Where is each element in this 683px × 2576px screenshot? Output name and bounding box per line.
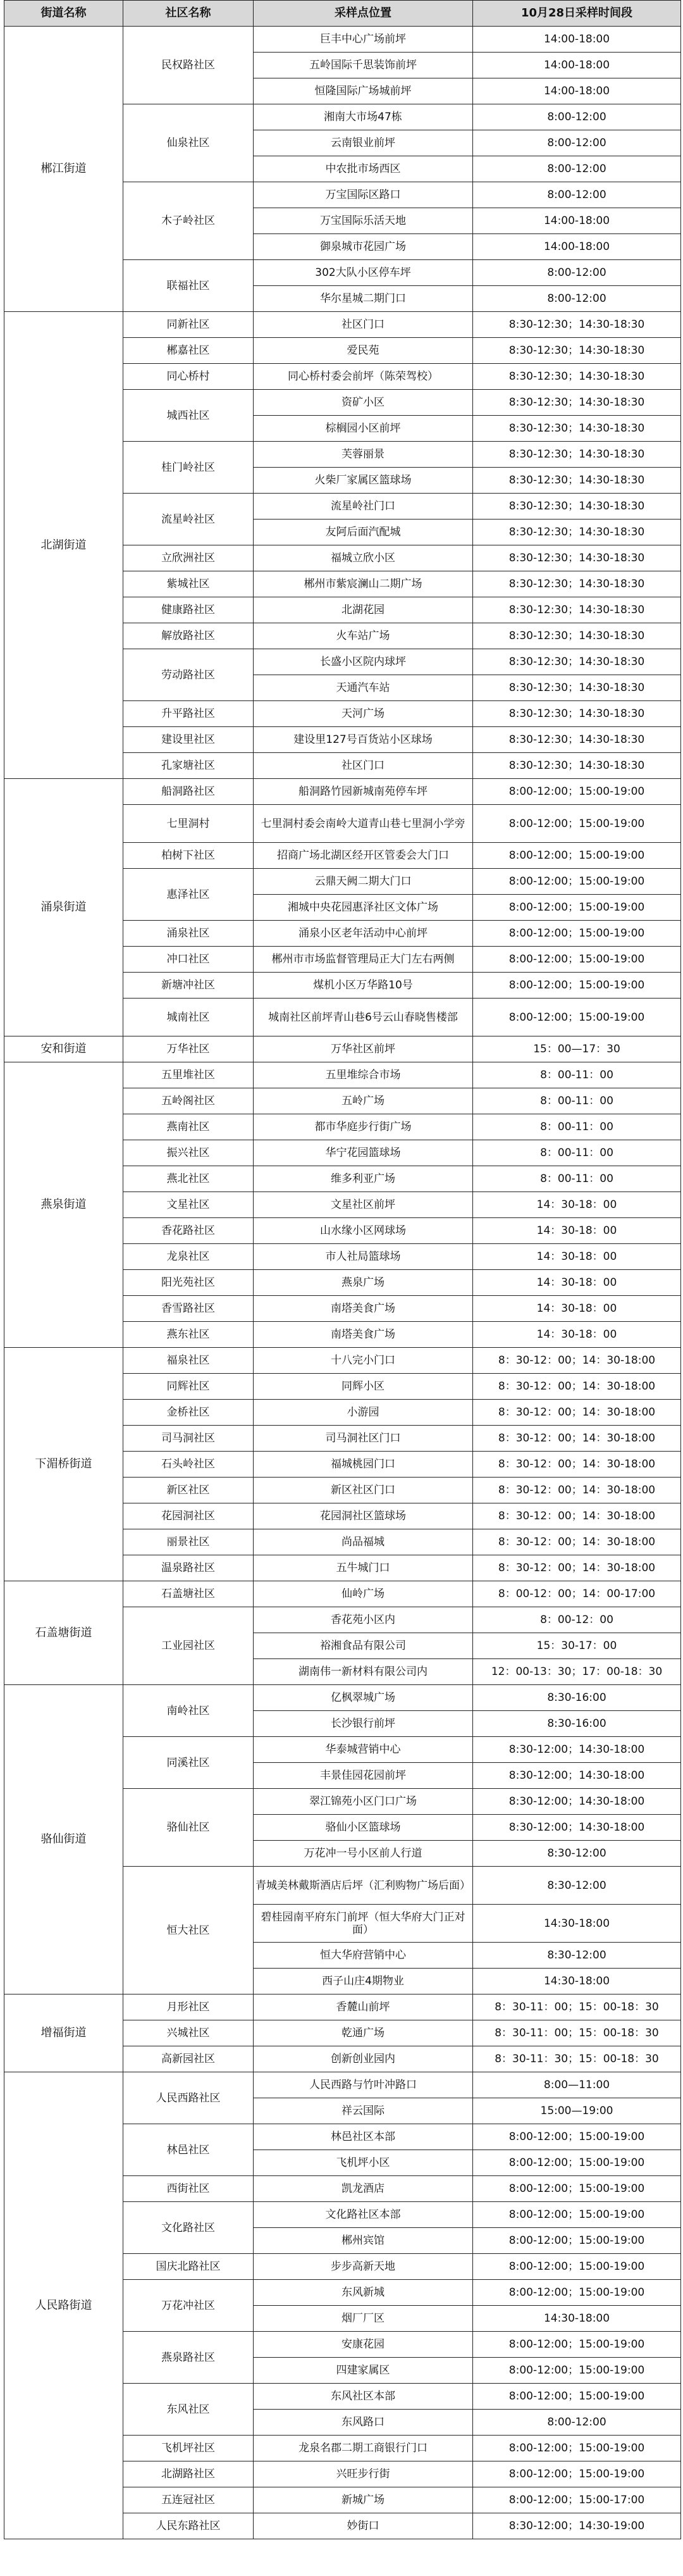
- community-name-cell: 月形社区: [123, 1994, 254, 2020]
- sampling-time-cell: 8:00-12:00；15:00-19:00: [473, 2202, 681, 2228]
- sampling-time-cell: 8:30-16:00: [473, 1711, 681, 1737]
- sampling-location-cell: 湘城中央花园惠泽社区文体广场: [254, 895, 473, 921]
- sampling-time-cell: 8:00-12:00: [473, 2410, 681, 2436]
- header-location: 采样点位置: [254, 1, 473, 27]
- sampling-location-cell: 香花苑小区内: [254, 1607, 473, 1633]
- sampling-time-cell: 8:30-12:00；14:30-18:00: [473, 1737, 681, 1763]
- community-name-cell: 兴城社区: [123, 2020, 254, 2046]
- community-name-cell: 石盖塘社区: [123, 1581, 254, 1607]
- sampling-location-cell: 四建家属区: [254, 2358, 473, 2384]
- community-name-cell: 孔家塘社区: [123, 753, 254, 779]
- sampling-time-cell: 8：00-11：00: [473, 1088, 681, 1114]
- sampling-location-cell: 湘南大市场47栋: [254, 104, 473, 130]
- sampling-time-cell: 8:00-12:00；15:00-19:00: [473, 2358, 681, 2384]
- street-name-cell: 涌泉街道: [4, 779, 123, 1036]
- table-row: [4, 27, 681, 53]
- community-name-cell: 冲口社区: [123, 947, 254, 973]
- community-name-cell: 燕泉路社区: [123, 2332, 254, 2384]
- street-name-cell: 增福街道: [4, 1994, 123, 2072]
- community-name-cell: 燕北社区: [123, 1166, 254, 1192]
- sampling-location-cell: 芙蓉丽景: [254, 442, 473, 468]
- sampling-location-cell: 万华社区前坪: [254, 1036, 473, 1062]
- sampling-time-cell: 8：00-12：00: [473, 1607, 681, 1633]
- sampling-location-cell: 翠江锦苑小区门口广场: [254, 1789, 473, 1815]
- sampling-location-cell: 郴州宾馆: [254, 2228, 473, 2254]
- sampling-location-cell: 人民西路与竹叶冲路口: [254, 2072, 473, 2098]
- table-row: [4, 1062, 681, 1088]
- street-name-cell: 下湄桥街道: [4, 1348, 123, 1581]
- community-name-cell: 五里堆社区: [123, 1062, 254, 1088]
- sampling-location-cell: 东风社区本部: [254, 2384, 473, 2410]
- sampling-time-cell: 8:00-12:00；15:00-19:00: [473, 2228, 681, 2254]
- sampling-location-cell: 福城桃园门口: [254, 1452, 473, 1478]
- sampling-location-cell: 亿枫翠城广场: [254, 1685, 473, 1711]
- sampling-location-cell: 市人社局篮球场: [254, 1244, 473, 1270]
- sampling-location-cell: 林邑社区本部: [254, 2124, 473, 2150]
- sampling-location-cell: 文星社区前坪: [254, 1192, 473, 1218]
- sampling-time-cell: 8:00-12:00；15:00-19:00: [473, 2254, 681, 2280]
- sampling-location-cell: 棕榈园小区前坪: [254, 416, 473, 442]
- sampling-location-cell: 华泰城营销中心: [254, 1737, 473, 1763]
- sampling-time-cell: 8：30-11：00；15：00-18：30: [473, 2020, 681, 2046]
- community-name-cell: 船洞路社区: [123, 779, 254, 805]
- community-name-cell: 木子岭社区: [123, 182, 254, 260]
- sampling-time-cell: 8：00-11：00: [473, 1062, 681, 1088]
- sampling-time-cell: 8:30-12:30；14:30-18:30: [473, 675, 681, 701]
- community-name-cell: 万华社区: [123, 1036, 254, 1062]
- sampling-time-cell: 15:00—19:00: [473, 2098, 681, 2124]
- sampling-time-cell: 14：30-18：00: [473, 1296, 681, 1322]
- sampling-location-cell: 都市华庭步行街广场: [254, 1114, 473, 1140]
- sampling-time-cell: 8:30-12:30；14:30-18:30: [473, 390, 681, 416]
- community-name-cell: 振兴社区: [123, 1140, 254, 1166]
- sampling-location-cell: 南塔美食广场: [254, 1296, 473, 1322]
- community-name-cell: 柏树下社区: [123, 843, 254, 869]
- sampling-location-cell: 丰景佳园花园前坪: [254, 1763, 473, 1789]
- sampling-time-cell: 8:00-12:00；15:00-17:00: [473, 2487, 681, 2513]
- sampling-location-cell: 福城立欣小区: [254, 545, 473, 571]
- sampling-time-cell: 8:30-12:00: [473, 1867, 681, 1905]
- sampling-location-cell: 巨丰中心广场前坪: [254, 27, 473, 53]
- sampling-time-cell: 8:00—11:00: [473, 2072, 681, 2098]
- community-name-cell: 立欣洲社区: [123, 545, 254, 571]
- sampling-time-cell: 8:00-12:00；15:00-19:00: [473, 843, 681, 869]
- community-name-cell: 香雪路社区: [123, 1296, 254, 1322]
- sampling-time-cell: 8:30-12:00: [473, 1943, 681, 1969]
- sampling-time-cell: 8：00-11：00: [473, 1114, 681, 1140]
- sampling-time-cell: 8:30-12:30；14:30-18:30: [473, 520, 681, 545]
- community-name-cell: 工业园社区: [123, 1607, 254, 1685]
- street-name-cell: 安和街道: [4, 1036, 123, 1062]
- sampling-location-cell: 新城广场: [254, 2487, 473, 2513]
- table-row: [4, 1581, 681, 1607]
- sampling-time-cell: 14:00-18:00: [473, 78, 681, 104]
- community-name-cell: 同心桥村: [123, 364, 254, 390]
- community-name-cell: 司马洞社区: [123, 1426, 254, 1452]
- sampling-time-cell: 8:00-12:00；15:00-19:00: [473, 2332, 681, 2358]
- community-name-cell: 七里洞村: [123, 805, 254, 843]
- sampling-time-cell: 14:00-18:00: [473, 208, 681, 234]
- sampling-location-cell: 长盛小区院内球坪: [254, 649, 473, 675]
- sampling-time-cell: 8:30-12:00；14:30-18:00: [473, 1789, 681, 1815]
- community-name-cell: 燕南社区: [123, 1114, 254, 1140]
- sampling-location-cell: 华宁花园篮球场: [254, 1140, 473, 1166]
- community-name-cell: 流星岭社区: [123, 494, 254, 545]
- sampling-time-cell: 8:00-12:00: [473, 156, 681, 182]
- community-name-cell: 劳动路社区: [123, 649, 254, 701]
- community-name-cell: 万花冲社区: [123, 2280, 254, 2332]
- sampling-location-cell: 飞机坪小区: [254, 2150, 473, 2176]
- sampling-time-cell: 8:00-12:00；15:00-19:00: [473, 805, 681, 843]
- sampling-time-cell: 8：30-12：00；14：30-18:00: [473, 1426, 681, 1452]
- sampling-time-cell: 8:00-12:00: [473, 104, 681, 130]
- sampling-location-cell: 步步高新天地: [254, 2254, 473, 2280]
- sampling-location-cell: 建设里127号百货站小区球场: [254, 727, 473, 753]
- street-name-cell: 石盖塘街道: [4, 1581, 123, 1685]
- community-name-cell: 人民东路社区: [123, 2513, 254, 2539]
- sampling-location-cell: 云鼎天阙二期大门口: [254, 869, 473, 895]
- street-name-cell: 人民路街道: [4, 2072, 123, 2539]
- sampling-time-cell: 8:30-12:30；14:30-18:30: [473, 545, 681, 571]
- community-name-cell: 骆仙社区: [123, 1789, 254, 1867]
- sampling-time-cell: 8:00-12:00；15:00-19:00: [473, 2461, 681, 2487]
- sampling-location-cell: 烟厂厂区: [254, 2306, 473, 2332]
- community-name-cell: 丽景社区: [123, 1529, 254, 1555]
- sampling-location-cell: 资矿小区: [254, 390, 473, 416]
- community-name-cell: 联福社区: [123, 260, 254, 312]
- sampling-location-cell: 社区门口: [254, 312, 473, 338]
- sampling-time-cell: 8：30-12：00；14：30-18:00: [473, 1555, 681, 1581]
- sampling-location-cell: 万花冲一号小区前人行道: [254, 1841, 473, 1867]
- sampling-location-cell: 华尔星城二期门口: [254, 286, 473, 312]
- community-name-cell: 北湖路社区: [123, 2461, 254, 2487]
- sampling-location-cell: 招商广场北湖区经开区管委会大门口: [254, 843, 473, 869]
- sampling-time-cell: 8:30-12:00: [473, 1841, 681, 1867]
- street-name-cell: 郴江街道: [4, 27, 123, 312]
- table-row: [4, 312, 681, 338]
- sampling-time-cell: 8:30-12:30；14:30-18:30: [473, 364, 681, 390]
- sampling-time-cell: 8:00-12:00: [473, 182, 681, 208]
- sampling-location-cell: 小游园: [254, 1400, 473, 1426]
- community-name-cell: 民权路社区: [123, 27, 254, 104]
- sampling-time-cell: 8：30-12：00；14：30-18:00: [473, 1348, 681, 1374]
- sampling-time-cell: 8:00-12:00；15:00-19:00: [473, 2384, 681, 2410]
- sampling-location-cell: 火车站广场: [254, 623, 473, 649]
- sampling-location-cell: 东风路口: [254, 2410, 473, 2436]
- sampling-location-cell: 五里堆综合市场: [254, 1062, 473, 1088]
- sampling-location-cell: 安康花园: [254, 2332, 473, 2358]
- community-name-cell: 南岭社区: [123, 1685, 254, 1737]
- sampling-time-cell: 15：30-17：00: [473, 1633, 681, 1659]
- sampling-time-cell: 8:00-12:00；15:00-19:00: [473, 2150, 681, 2176]
- sampling-time-cell: 8:00-12:00；15:00-19:00: [473, 779, 681, 805]
- sampling-table: [4, 0, 681, 2539]
- sampling-location-cell: 流星岭社门口: [254, 494, 473, 520]
- sampling-location-cell: 煤机小区万华路10号: [254, 973, 473, 999]
- sampling-time-cell: 8:00-12:00；15:00-19:00: [473, 895, 681, 921]
- community-name-cell: 香花路社区: [123, 1218, 254, 1244]
- sampling-location-cell: 五牛城门口: [254, 1555, 473, 1581]
- community-name-cell: 林邑社区: [123, 2124, 254, 2176]
- sampling-time-cell: 8:00-12:00；15:00-19:00: [473, 2280, 681, 2306]
- sampling-time-cell: 8：30-12：00；14：30-18:00: [473, 1452, 681, 1478]
- table-row: [4, 1036, 681, 1062]
- sampling-time-cell: 8:00-12:00；15:00-19:00: [473, 2124, 681, 2150]
- sampling-time-cell: 8:00-12:00: [473, 286, 681, 312]
- sampling-time-cell: 8:00-12:00；15:00-19:00: [473, 947, 681, 973]
- community-name-cell: 仙泉社区: [123, 104, 254, 182]
- sampling-time-cell: 8:30-12:30；14:30-18:30: [473, 597, 681, 623]
- sampling-location-cell: 302大队小区停车坪: [254, 260, 473, 286]
- sampling-location-cell: 乾通广场: [254, 2020, 473, 2046]
- sampling-time-cell: 8:30-12:00；14:30-19:00: [473, 2513, 681, 2539]
- sampling-time-cell: 14:30-18:00: [473, 1969, 681, 1994]
- community-name-cell: 同溪社区: [123, 1737, 254, 1789]
- sampling-location-cell: 友阿后面汽配城: [254, 520, 473, 545]
- table-row: [4, 1348, 681, 1374]
- sampling-location-cell: 新区社区门口: [254, 1478, 473, 1503]
- community-name-cell: 新区社区: [123, 1478, 254, 1503]
- community-name-cell: 阳光苑社区: [123, 1270, 254, 1296]
- sampling-location-cell: 万宝国际乐活天地: [254, 208, 473, 234]
- sampling-time-cell: 8:30-12:30；14:30-18:30: [473, 442, 681, 468]
- community-name-cell: 城南社区: [123, 999, 254, 1036]
- header-street: 街道名称: [4, 1, 123, 27]
- sampling-location-cell: 创新创业园内: [254, 2046, 473, 2072]
- sampling-location-cell: 北湖花园: [254, 597, 473, 623]
- community-name-cell: 金桥社区: [123, 1400, 254, 1426]
- header-row: [4, 1, 681, 27]
- sampling-time-cell: 8:30-12:30；14:30-18:30: [473, 727, 681, 753]
- sampling-location-cell: 司马洞社区门口: [254, 1426, 473, 1452]
- sampling-time-cell: 8:00-12:00；15:00-19:00: [473, 869, 681, 895]
- community-name-cell: 燕东社区: [123, 1322, 254, 1348]
- street-name-cell: 北湖街道: [4, 312, 123, 779]
- sampling-time-cell: 12：00-13：30；17：00-18：30: [473, 1659, 681, 1685]
- sampling-time-cell: 8:00-12:00: [473, 260, 681, 286]
- sampling-location-cell: 尚品福城: [254, 1529, 473, 1555]
- sampling-location-cell: 社区门口: [254, 753, 473, 779]
- sampling-time-cell: 8:00-12:00；15:00-19:00: [473, 2436, 681, 2461]
- sampling-location-cell: 兴旺步行街: [254, 2461, 473, 2487]
- sampling-time-cell: 8:00-12:00；15:00-19:00: [473, 973, 681, 999]
- sampling-time-cell: 8:30-16:00: [473, 1685, 681, 1711]
- sampling-time-cell: 8:00-12:00；15:00-19:00: [473, 2176, 681, 2202]
- sampling-location-cell: 祥云国际: [254, 2098, 473, 2124]
- community-name-cell: 同辉社区: [123, 1374, 254, 1400]
- sampling-location-cell: 恒大华府营销中心: [254, 1943, 473, 1969]
- sampling-time-cell: 8:30-12:30；14:30-18:30: [473, 416, 681, 442]
- sampling-location-cell: 郴州市紫宸澜山二期广场: [254, 571, 473, 597]
- street-name-cell: 燕泉街道: [4, 1062, 123, 1348]
- community-name-cell: 紫城社区: [123, 571, 254, 597]
- community-name-cell: 飞机坪社区: [123, 2436, 254, 2461]
- sampling-location-cell: 龙泉名郡二期工商银行门口: [254, 2436, 473, 2461]
- community-name-cell: 健康路社区: [123, 597, 254, 623]
- header-community: 社区名称: [123, 1, 254, 27]
- street-name-cell: 骆仙街道: [4, 1685, 123, 1994]
- sampling-location-cell: 爱民苑: [254, 338, 473, 364]
- sampling-location-cell: 万宝国际区路口: [254, 182, 473, 208]
- sampling-location-cell: 维多利亚广场: [254, 1166, 473, 1192]
- sampling-location-cell: 仙岭广场: [254, 1581, 473, 1607]
- sampling-time-cell: 8:30-12:30；14:30-18:30: [473, 623, 681, 649]
- sampling-location-cell: 妙街口: [254, 2513, 473, 2539]
- community-name-cell: 花园洞社区: [123, 1503, 254, 1529]
- sampling-time-cell: 8：00-11：00: [473, 1140, 681, 1166]
- community-name-cell: 福泉社区: [123, 1348, 254, 1374]
- sampling-time-cell: 14:30-18:00: [473, 1905, 681, 1943]
- sampling-location-cell: 同心桥村委会前坪（陈荣驾校）: [254, 364, 473, 390]
- sampling-time-cell: 8：30-12：00；14：30-18:00: [473, 1529, 681, 1555]
- sampling-time-cell: 14：30-18：00: [473, 1218, 681, 1244]
- community-name-cell: 东风社区: [123, 2384, 254, 2436]
- sampling-time-cell: 8:30-12:30；14:30-18:30: [473, 468, 681, 494]
- sampling-time-cell: 14：30-18：00: [473, 1322, 681, 1348]
- sampling-time-cell: 8：00-11：00: [473, 1166, 681, 1192]
- sampling-location-cell: 郴州市市场监督管理局正大门左右两侧: [254, 947, 473, 973]
- sampling-time-cell: 8:30-12:30；14:30-18:30: [473, 571, 681, 597]
- community-name-cell: 同新社区: [123, 312, 254, 338]
- sampling-location-cell: 南塔美食广场: [254, 1322, 473, 1348]
- sampling-time-cell: 8:30-12:30；14:30-18:30: [473, 649, 681, 675]
- sampling-time-cell: 14:00-18:00: [473, 234, 681, 260]
- community-name-cell: 涌泉社区: [123, 921, 254, 947]
- sampling-location-cell: 同辉小区: [254, 1374, 473, 1400]
- sampling-time-cell: 14:00-18:00: [473, 27, 681, 53]
- sampling-location-cell: 凯龙酒店: [254, 2176, 473, 2202]
- sampling-location-cell: 恒隆国际广场城前坪: [254, 78, 473, 104]
- community-name-cell: 人民西路社区: [123, 2072, 254, 2124]
- sampling-location-cell: 城南社区前坪青山巷6号云山春晓售楼部: [254, 999, 473, 1036]
- community-name-cell: 高新园社区: [123, 2046, 254, 2072]
- community-name-cell: 文化路社区: [123, 2202, 254, 2254]
- sampling-location-cell: 燕泉广场: [254, 1270, 473, 1296]
- sampling-location-cell: 东风新城: [254, 2280, 473, 2306]
- sampling-time-cell: 8：30-12：00；14：30-18:00: [473, 1374, 681, 1400]
- sampling-time-cell: 8:30-12:30；14:30-18:30: [473, 753, 681, 779]
- sampling-time-cell: 14：30-18：00: [473, 1244, 681, 1270]
- community-name-cell: 西街社区: [123, 2176, 254, 2202]
- sampling-time-cell: 8:30-12:30；14:30-18:30: [473, 338, 681, 364]
- sampling-location-cell: 船洞路竹园新城南苑停车坪: [254, 779, 473, 805]
- sampling-location-cell: 西子山庄4期物业: [254, 1969, 473, 1994]
- sampling-time-cell: 8：30-12：00；14：30-18:00: [473, 1400, 681, 1426]
- sampling-time-cell: 8:00-12:00: [473, 130, 681, 156]
- sampling-time-cell: 14：30-18：00: [473, 1270, 681, 1296]
- sampling-time-cell: 8：00-12：00；14：00-17:00: [473, 1581, 681, 1607]
- sampling-time-cell: 8:30-12:00；14:30-18:00: [473, 1815, 681, 1841]
- community-name-cell: 五连冠社区: [123, 2487, 254, 2513]
- community-name-cell: 惠泽社区: [123, 869, 254, 921]
- community-name-cell: 城西社区: [123, 390, 254, 442]
- sampling-location-cell: 天通汽车站: [254, 675, 473, 701]
- sampling-time-cell: 8：30-12：00；14：30-18:00: [473, 1503, 681, 1529]
- sampling-time-cell: 14:00-18:00: [473, 53, 681, 78]
- sampling-location-cell: 七里洞村委会南岭大道青山巷七里洞小学旁: [254, 805, 473, 843]
- sampling-time-cell: 14:30-18:00: [473, 2306, 681, 2332]
- community-name-cell: 升平路社区: [123, 701, 254, 727]
- sampling-time-cell: 8:30-12:30；14:30-18:30: [473, 701, 681, 727]
- sampling-location-cell: 天河广场: [254, 701, 473, 727]
- sampling-location-cell: 湖南伟一新材料有限公司内: [254, 1659, 473, 1685]
- table-row: [4, 779, 681, 805]
- community-name-cell: 国庆北路社区: [123, 2254, 254, 2280]
- community-name-cell: 解放路社区: [123, 623, 254, 649]
- sampling-time-cell: 15：00—17：30: [473, 1036, 681, 1062]
- community-name-cell: 龙泉社区: [123, 1244, 254, 1270]
- community-name-cell: 建设里社区: [123, 727, 254, 753]
- sampling-location-cell: 骆仙小区篮球场: [254, 1815, 473, 1841]
- sampling-location-cell: 文化路社区本部: [254, 2202, 473, 2228]
- sampling-location-cell: 山水缘小区网球场: [254, 1218, 473, 1244]
- sampling-time-cell: 8:30-12:00；14:30-18:00: [473, 1763, 681, 1789]
- sampling-time-cell: 8:00-12:00；15:00-19:00: [473, 921, 681, 947]
- community-name-cell: 新塘冲社区: [123, 973, 254, 999]
- table-row: [4, 1685, 681, 1711]
- sampling-location-cell: 碧桂园南平府东门前坪（恒大华府大门正对面）: [254, 1905, 473, 1943]
- sampling-time-cell: 8:00-12:00；15:00-19:00: [473, 999, 681, 1036]
- sampling-location-cell: 火柴厂家属区篮球场: [254, 468, 473, 494]
- sampling-location-cell: 五岭国际千思装饰前坪: [254, 53, 473, 78]
- sampling-location-cell: 中农批市场西区: [254, 156, 473, 182]
- table-body: [4, 27, 681, 2539]
- sampling-location-cell: 五岭广场: [254, 1088, 473, 1114]
- community-name-cell: 石头岭社区: [123, 1452, 254, 1478]
- sampling-location-cell: 青城美林戴斯酒店后坪（汇利购物广场后面）: [254, 1867, 473, 1905]
- sampling-time-cell: 8:30-12:30；14:30-18:30: [473, 494, 681, 520]
- community-name-cell: 文星社区: [123, 1192, 254, 1218]
- sampling-location-cell: 花园洞社区篮球场: [254, 1503, 473, 1529]
- sampling-time-cell: 8：30-11：00；15：00-18：30: [473, 1994, 681, 2020]
- sampling-location-cell: 御泉城市花园广场: [254, 234, 473, 260]
- sampling-time-cell: 8：30-11：30；15：00-18：30: [473, 2046, 681, 2072]
- sampling-time-cell: 8:30-12:30；14:30-18:30: [473, 312, 681, 338]
- sampling-time-cell: 8：30-12：00；14：30-18:00: [473, 1478, 681, 1503]
- community-name-cell: 桂门岭社区: [123, 442, 254, 494]
- sampling-location-cell: 云南银业前坪: [254, 130, 473, 156]
- community-name-cell: 五岭阁社区: [123, 1088, 254, 1114]
- sampling-location-cell: 十八完小门口: [254, 1348, 473, 1374]
- community-name-cell: 恒大社区: [123, 1867, 254, 1994]
- header-time: 10月28日采样时间段: [473, 1, 681, 27]
- community-name-cell: 温泉路社区: [123, 1555, 254, 1581]
- sampling-location-cell: 涌泉小区老年活动中心前坪: [254, 921, 473, 947]
- sampling-location-cell: 长沙银行前坪: [254, 1711, 473, 1737]
- table-row: [4, 2072, 681, 2098]
- sampling-location-cell: 裕湘食品有限公司: [254, 1633, 473, 1659]
- sampling-location-cell: 香麓山前坪: [254, 1994, 473, 2020]
- table-row: [4, 1994, 681, 2020]
- sampling-time-cell: 14：30-18：00: [473, 1192, 681, 1218]
- community-name-cell: 郴嘉社区: [123, 338, 254, 364]
